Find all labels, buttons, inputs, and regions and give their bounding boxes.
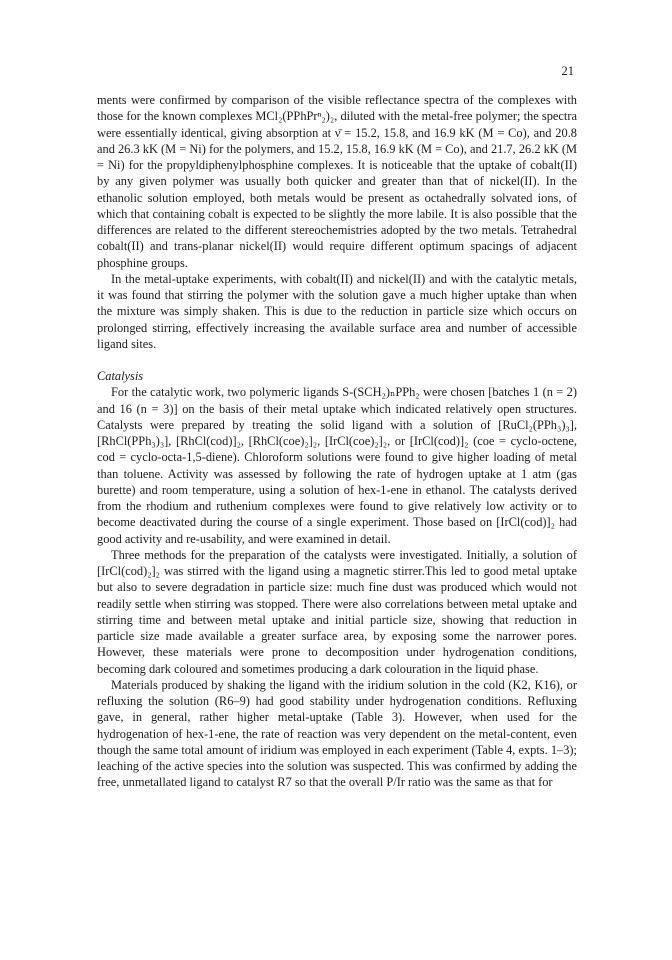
article-body bbox=[97, 92, 577, 791]
paragraph: Materials produced by shaking the ligand with the iridium solution in the cold (K2, K16), or refluxing the solution (R6–9) had good stability under hydrogenation conditions. Refluxing gave, in general, rather higher metal-uptake (Table 3). However, when used for the hydrogenation of hex-1-ene, the rate of reaction was very dependent on the metal-content, even though the same total amount of iridium was employed in each experiment (Table 4, expts. 1–3); leaching of the active species into the solution was suspected. This was confirmed by adding the free, unmetallated ligand to catalyst R7 so that the overall P/Ir ratio was the same as that for bbox=[97, 677, 577, 790]
paragraph: In the metal-uptake experiments, with cobalt(II) and nickel(II) and with the catalytic metals, it was found that stirring the polymer with the solution gave a much higher uptake than when the mixture was simply shaken. This is due to the reduction in particle size which occurs on prolonged stirring, effectively increasing the available surface area and number of accessible ligand sites. bbox=[97, 271, 577, 351]
paragraph: ments were confirmed by comparison of the visible reflectance spectra of the complexes with those for the known complexes MCl₂(PPhPrⁿ₂)₂, diluted with the metal-free polymer; the spectra were essentially identical, giving absorption at ν̄ = 15.2, 15.8, and 16.9 kK (M = Co), and 20.8 and 26.3 kK (M = Ni) for the polymers, and 15.2, 15.8, 16.9 kK (M = Co), and 21.7, 26.2 kK (M = Ni) for the propyldiphenylphosphine complexes. It is noticeable that the uptake of cobalt(II) by any given polymer was usually both quicker and greater than that of nickel(II). In the ethanolic solution employed, both metals would be present as octahedrally solvated ions, of which that containing cobalt is expected to be slightly the more labile. It is also possible that the differences are related to the different stereochemistries adopted by the two metals. Tetrahedral cobalt(II) and trans-planar nickel(II) would require different optimum spacings of adjacent phosphine groups. bbox=[97, 93, 577, 270]
page-number: 21 bbox=[561, 64, 574, 78]
paragraph: For the catalytic work, two polymeric ligands S-(SCH₂)ₙPPh₂ were chosen [batches 1 (n = 2) and 16 (n = 3)] on the basis of their metal uptake which indicated relatively open structures. Catalysts were prepared by treating the solid ligand with a solution of [RuCl₂(PPh₃)₃], [RhCl(PPh₃)₃], [RhCl(cod)]₂, [RhCl(coe)₂]₂, [IrCl(coe)₂]₂, or [IrCl(cod)]₂ (coe = cyclo-octene, cod = cyclo-octa-1,5-diene). Chloroform solutions were found to give higher loading of metal than toluene. Activity was assessed by following the rate of hydrogen uptake at 1 atm (gas burette) and room temperature, using a solution of hex-1-ene in ethanol. The catalysts derived from the rhodium and ruthenium complexes were found to give relatively low activity or to become deactivated during the course of a single experiment. Those based on [IrCl(cod)]₂ had good activity and re-usability, and were examined in detail. bbox=[97, 385, 577, 546]
section-heading: Catalysis bbox=[97, 369, 144, 383]
paragraph: Three methods for the preparation of the catalysts were investigated. Initially, a solution of [IrCl(cod)₂]₂ was stirred with the ligand using a magnetic stirrer.This led to good metal uptake but also to severe degradation in particle size: much fine dust was produced which would not readily settle when stirring was stopped. There were also correlations between metal uptake and stirring time and between metal uptake and initial particle size, showing that reduction in particle size made available a greater surface area, by exposing some the narrower pores. However, these materials were prone to decomposition under hydrogenation conditions, becoming dark coloured and sometimes producing a dark colouration in the liquid phase. bbox=[97, 547, 577, 676]
